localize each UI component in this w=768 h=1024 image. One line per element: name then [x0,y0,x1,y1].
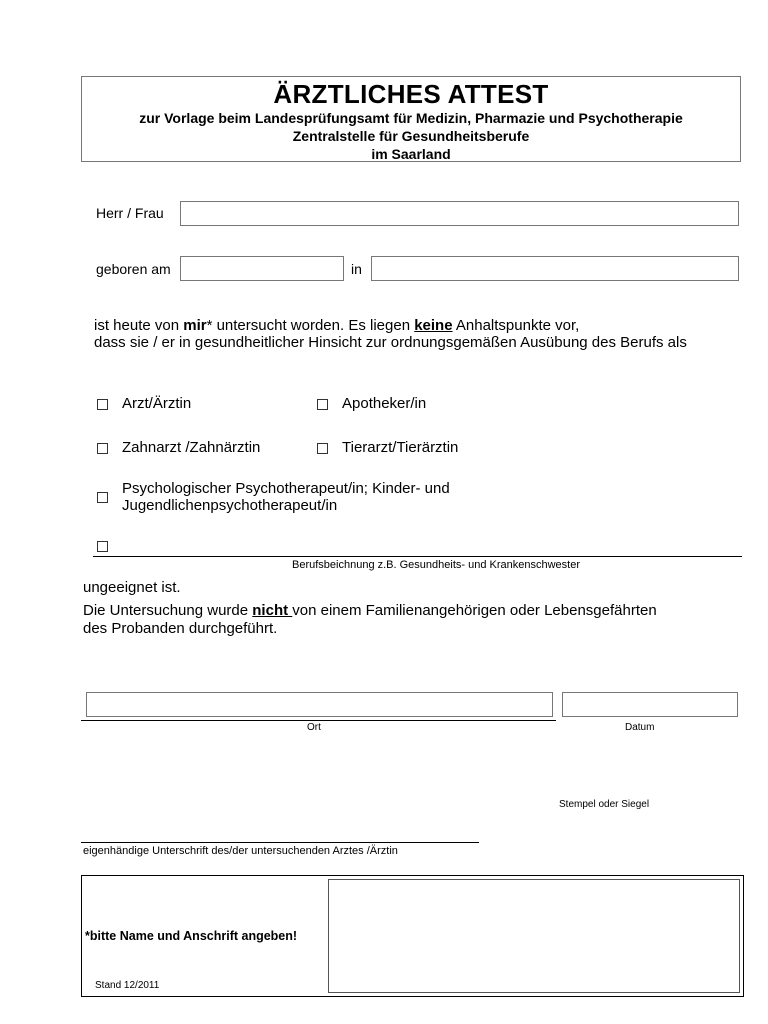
option-label-zahnarzt: Zahnarzt /Zahnärztin [122,439,261,456]
conclusion-text: von einem Familienangehörigen oder Lebensgefährten [292,602,657,619]
name-address-instruction: *bitte Name und Anschrift angeben! [85,929,298,943]
header-line-3: im Saarland [371,146,451,162]
place-caption: Ort [307,722,321,733]
header-box [81,76,741,162]
option-label-psych-1: Psychologischer Psychotherapeut/in; Kinder- und [122,480,450,497]
option-label-apotheker: Apotheker/in [342,395,427,412]
statement-text: * untersucht worden. Es liegen [206,317,415,334]
date-field[interactable] [562,692,738,717]
signature-caption: eigenhändige Unterschrift des/der untersuchenden Arztes /Ärztin [83,845,398,857]
other-profession-caption: Berufsbeichnung z.B. Gesundheits- und Krankenschwester [292,559,580,571]
checkbox-other-profession[interactable] [97,541,108,552]
birth-place-field[interactable] [371,256,739,281]
checkbox-apotheker[interactable] [317,399,328,410]
document-title: ÄRZTLICHES ATTEST [273,79,549,109]
statement-text: ist heute von [94,317,184,334]
statement-text: Anhaltspunkte vor, [452,317,580,334]
checkbox-tierarzt[interactable] [317,443,328,454]
statement-line-1 [94,317,744,335]
date-caption: Datum [625,722,655,733]
stamp-caption: Stempel oder Siegel [559,799,650,810]
signature-line[interactable] [81,842,479,843]
option-label-arzt: Arzt/Ärztin [122,395,192,412]
conclusion-line-2: des Probanden durchgeführt. [83,620,278,637]
conclusion-text: Die Untersuchung wurde [83,602,253,619]
version-label: Stand 12/2011 [95,980,160,991]
conclusion-line-1 [83,602,743,620]
option-label-tierarzt: Tierarzt/Tierärztin [342,439,459,456]
checkbox-zahnarzt[interactable] [97,443,108,454]
place-field[interactable] [86,692,553,717]
checkbox-arzt[interactable] [97,399,108,410]
header-line-2: Zentralstelle für Gesundheitsberufe [292,128,530,144]
checkbox-psychotherapeut[interactable] [97,492,108,503]
option-label-psych-2: Jugendlichenpsychotherapeut/in [122,497,338,514]
name-label: Herr / Frau [96,205,164,221]
statement-line-2: dass sie / er in gesundheitlicher Hinsicht zur ordnungsgemäßen Ausübung des Berufs als [94,334,687,351]
unfit-text: ungeeignet ist. [83,579,181,596]
place-underline [81,720,556,721]
other-profession-line[interactable] [93,556,742,557]
statement-emphasis-mir: mir [183,317,207,334]
name-address-field[interactable] [328,879,740,993]
birth-date-field[interactable] [180,256,344,281]
name-field[interactable] [180,201,739,226]
header-line-1: zur Vorlage beim Landesprüfungsamt für Medizin, Pharmazie und Psychotherapie [139,110,683,126]
statement-emphasis-keine: keine [414,317,453,334]
conclusion-emphasis-nicht: nicht [252,602,293,619]
birth-date-label: geboren am [96,261,171,277]
birth-place-label: in [351,261,362,277]
